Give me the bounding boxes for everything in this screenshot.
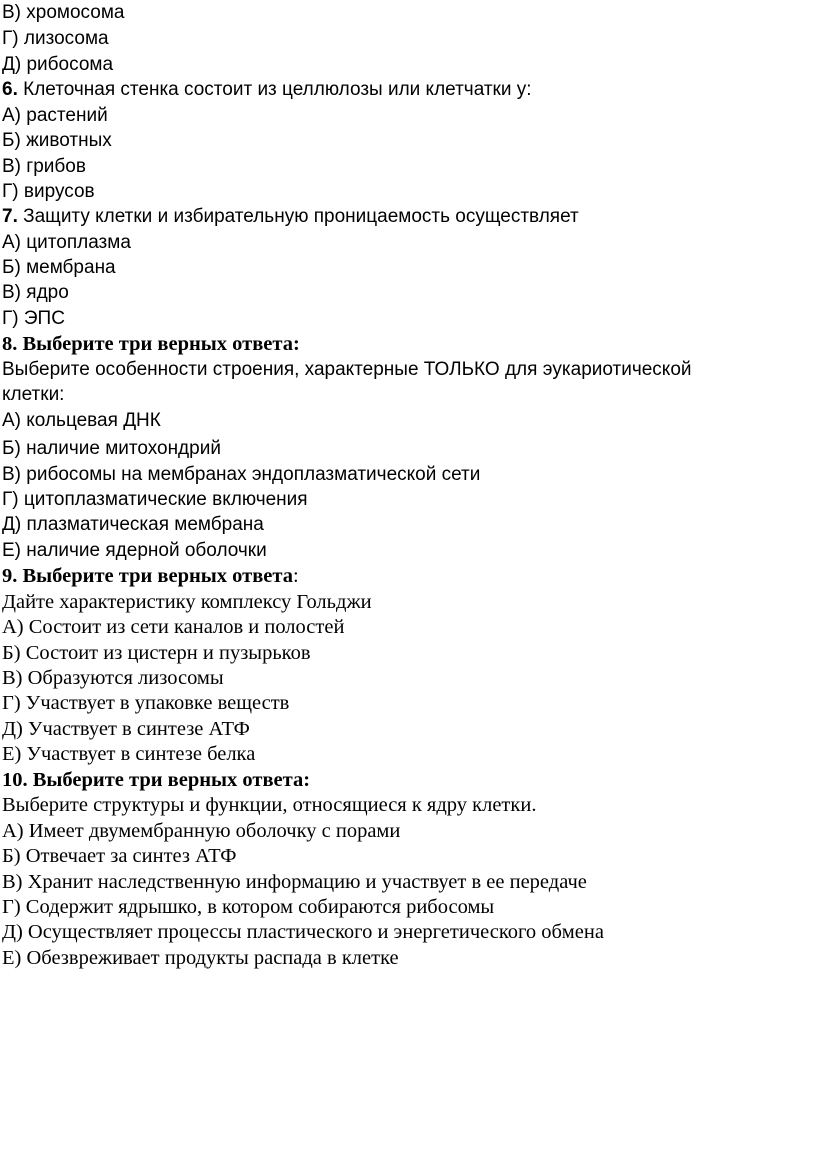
q10-option-v: В) Хранит наследственную информацию и участвует в ее передаче (2, 871, 587, 893)
q9-heading-colon: : (292, 565, 299, 587)
q9-heading-text: 9. Выберите три верных ответа (2, 565, 293, 587)
q10-option-e: Е) Обезвреживает продукты распада в клетке (2, 947, 399, 969)
q9-option-b: Б) Состоит из цистерн и пузырьков (2, 642, 311, 664)
q8-heading: 8. Выберите три верных ответа: (2, 333, 300, 355)
q9-option-v: В) Образуются лизосомы (2, 667, 224, 689)
q5-option-v: В) хромосома (2, 2, 125, 23)
q10-heading: 10. Выберите три верных ответа: (2, 769, 311, 791)
q8-prompt-line2: клетки: (2, 384, 65, 405)
q10-prompt: Выберите структуры и функции, относящиеся к ядру клетки. (2, 794, 537, 816)
q9-prompt: Дайте характеристику комплексу Гольджи (2, 591, 372, 613)
q7-option-a: А) цитоплазма (2, 232, 131, 253)
q8-option-e: Е) наличие ядерной оболочки (2, 540, 267, 561)
q9-option-a: А) Состоит из сети каналов и полостей (2, 616, 345, 638)
q8-option-g: Г) цитоплазматические включения (2, 489, 308, 510)
q8-prompt-line1: Выберите особенности строения, характерные ТОЛЬКО для эукариотической (2, 359, 692, 380)
q7-option-b: Б) мембрана (2, 257, 116, 278)
q9-option-d: Д) Участвует в синтезе АТФ (2, 718, 250, 740)
q6-text: Клеточная стенка состоит из целлюлозы или клетчатки у: (17, 79, 532, 100)
q7-option-g: Г) ЭПС (2, 308, 65, 329)
q7-text: Защиту клетки и избирательную проницаемость осуществляет (17, 206, 579, 227)
q6-number: 6. (2, 79, 18, 100)
q8-option-a: А) кольцевая ДНК (2, 410, 161, 431)
q10-option-b: Б) Отвечает за синтез АТФ (2, 845, 237, 867)
q8-option-v: В) рибосомы на мембранах эндоплазматической сети (2, 464, 481, 485)
q10-option-d: Д) Осуществляет процессы пластического и энергетического обмена (2, 921, 604, 943)
q9-option-e: Е) Участвует в синтезе белка (2, 743, 256, 765)
q9-heading (2, 564, 299, 588)
q7-number: 7. (2, 206, 18, 227)
q6-option-b: Б) животных (2, 130, 112, 151)
q6-option-g: Г) вирусов (2, 181, 95, 202)
q7-question (2, 205, 579, 229)
q8-option-d: Д) плазматическая мембрана (2, 514, 264, 535)
q5-option-d: Д) рибосома (2, 54, 114, 75)
q6-question (2, 78, 532, 102)
q6-option-a: А) растений (2, 105, 108, 126)
q10-option-g: Г) Содержит ядрышко, в котором собираются рибосомы (2, 896, 495, 918)
q5-option-g: Г) лизосома (2, 28, 109, 49)
q7-option-v: В) ядро (2, 282, 69, 303)
q10-option-a: А) Имеет двумембранную оболочку с порами (2, 820, 401, 842)
q6-option-v: В) грибов (2, 156, 86, 177)
q9-option-g: Г) Участвует в упаковке веществ (2, 692, 290, 714)
q8-option-b: Б) наличие митохондрий (2, 438, 221, 459)
